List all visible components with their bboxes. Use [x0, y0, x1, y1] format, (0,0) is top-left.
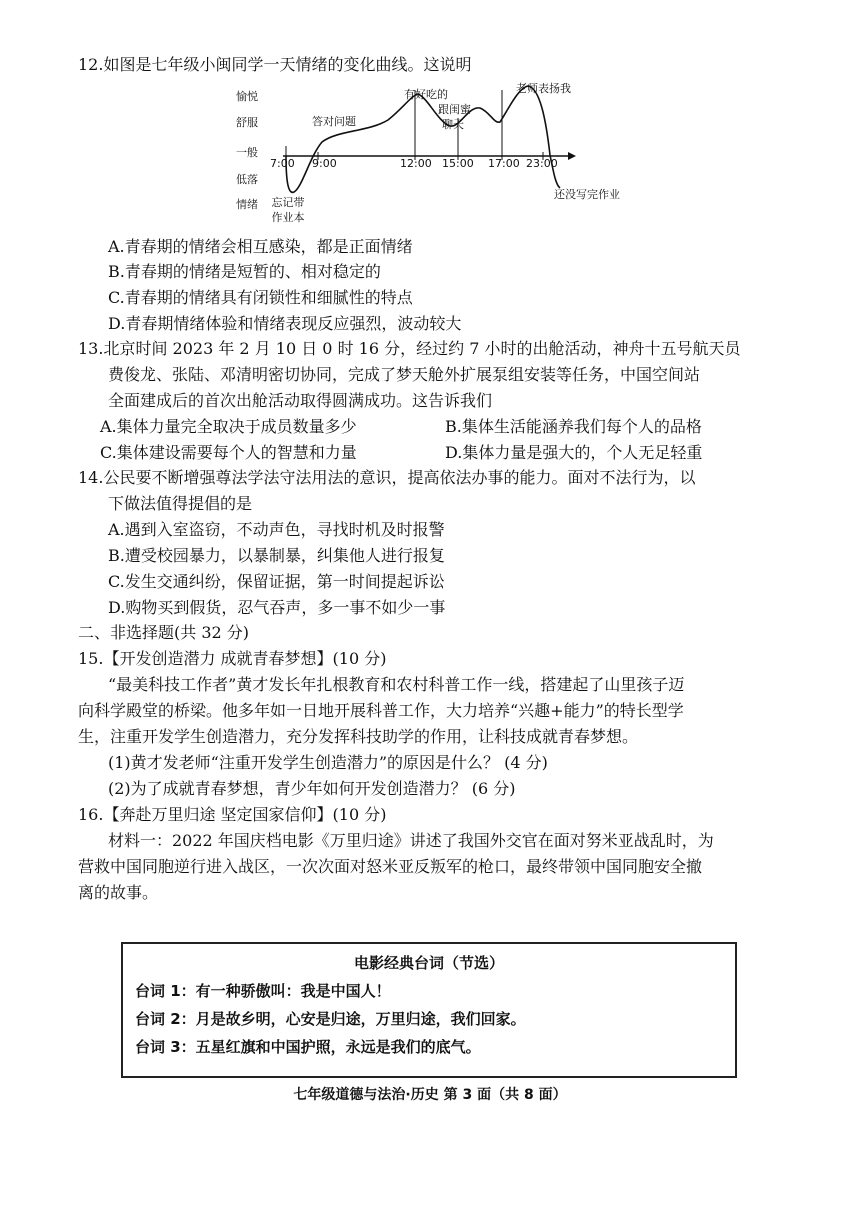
chart-annotation: 答对问题 — [312, 115, 356, 128]
quote-line: 台词 3：五星红旗和中国护照，永远是我们的底气。 — [135, 1038, 481, 1056]
quotes-box-title: 电影经典台词（节选） — [353, 954, 504, 972]
chart-annotation: 有好吃的 — [404, 88, 448, 101]
y-level-label: 愉悦 — [236, 90, 258, 103]
q14-option-d: D.购物买到假货，忍气吞声，多一事不如少一事 — [108, 598, 446, 617]
y-level-label: 情绪 — [236, 198, 258, 211]
chart-annotation: 老师表扬我 — [516, 82, 571, 95]
q15-subquestion: (1)黄才发老师“注重开发学生创造潜力”的原因是什么？ (4 分) — [108, 753, 548, 772]
q13-option-b: B.集体生活能涵养我们每个人的品格 — [445, 417, 702, 436]
x-axis-arrow — [568, 152, 576, 160]
q15-material-line: “最美科技工作者”黄才发长年扎根教育和农村科普工作一线，搭建起了山里孩子迈 — [108, 675, 685, 694]
q14-option-c: C.发生交通纠纷，保留证据，第一时间提起诉讼 — [108, 572, 445, 591]
x-tick-label: 9:00 — [312, 157, 337, 170]
q16-material-line: 营救中国同胞逆行进入战区，一次次面对怒米亚反叛军的枪口，最终带领中国同胞安全撤 — [78, 857, 703, 876]
question-14-line: 14.公民要不断增强尊法学法守法用法的意识，提高依法办事的能力。面对不法行为，以 — [78, 468, 696, 487]
y-level-label: 舒服 — [236, 116, 258, 129]
chart-annotation: 跟闺蜜 — [438, 103, 471, 116]
emotion-curve-chart — [228, 80, 628, 230]
q15-material-line: 生，注重开发学生创造潜力，充分发挥科技助学的作用，让科技成就青春梦想。 — [78, 727, 639, 746]
question-12-stem: 12.如图是七年级小闽同学一天情绪的变化曲线。这说明 — [78, 55, 472, 74]
question-13-line: 费俊龙、张陆、邓清明密切协同，完成了梦天舱外扩展泵组安装等任务，中国空间站 — [108, 365, 701, 384]
y-level-label: 低落 — [236, 173, 258, 186]
y-level-label: 一般 — [236, 146, 258, 159]
q13-option-c: C.集体建设需要每个人的智慧和力量 — [100, 443, 357, 462]
x-tick-label: 15:00 — [442, 157, 474, 170]
chart-annotation: 作业本 — [271, 211, 305, 224]
x-tick-label: 12:00 — [400, 157, 432, 170]
q13-options-row — [100, 416, 790, 438]
x-tick-label: 7:00 — [270, 157, 295, 170]
q16-material-line: 离的故事。 — [78, 883, 159, 902]
q15-subquestion: (2)为了成就青春梦想，青少年如何开发创造潜力？ (6 分) — [108, 779, 516, 798]
q12-option-a: A.青春期的情绪会相互感染，都是正面情绪 — [108, 237, 413, 256]
q12-option-b: B.青春期的情绪是短暂的、相对稳定的 — [108, 262, 381, 281]
q13-options-row — [100, 442, 790, 464]
question-13-line: 13.北京时间 2023 年 2 月 10 日 0 时 16 分，经过约 7 小时的出舱活动，神舟十五号航天员 — [78, 339, 741, 358]
q13-option-a: A.集体力量完全取决于成员数量多少 — [100, 417, 357, 436]
x-tick-label: 23:00 — [526, 157, 558, 170]
q16-material-line: 材料一：2022 年国庆档电影《万里归途》讲述了我国外交官在面对努米亚战乱时，为 — [108, 831, 714, 850]
page-footer: 七年级道德与法治·历史 第 3 面（共 8 面） — [293, 1087, 567, 1103]
chart-annotation: 还没写完作业 — [554, 188, 620, 201]
section-heading: 二、非选择题(共 32 分) — [78, 623, 250, 642]
q13-option-d: D.集体力量是强大的，个人无足轻重 — [445, 443, 703, 462]
question-16-title: 16.【奔赴万里归途 坚定国家信仰】(10 分) — [78, 805, 387, 824]
chart-annotation: 聊天 — [442, 118, 464, 131]
q14-option-b: B.遭受校园暴力，以暴制暴，纠集他人进行报复 — [108, 546, 445, 565]
chart-annotation: 忘记带 — [271, 196, 305, 209]
q14-option-a: A.遇到入室盗窃，不动声色，寻找时机及时报警 — [108, 520, 445, 539]
q12-option-d: D.青春期情绪体验和情绪表现反应强烈，波动较大 — [108, 314, 462, 333]
x-tick-label: 17:00 — [488, 157, 520, 170]
quote-line: 台词 1：有一种骄傲叫：我是中国人！ — [135, 982, 391, 1000]
quote-line: 台词 2：月是故乡明，心安是归途，万里归途，我们回家。 — [135, 1010, 526, 1028]
emotion-curve — [286, 86, 560, 192]
question-13-line: 全面建成后的首次出舱活动取得圆满成功。这告诉我们 — [108, 391, 493, 410]
question-15-title: 15.【开发创造潜力 成就青春梦想】(10 分) — [78, 649, 387, 668]
q12-option-c: C.青春期的情绪具有闭锁性和细腻性的特点 — [108, 288, 413, 307]
question-14-line: 下做法值得提倡的是 — [108, 494, 253, 513]
movie-quotes-box — [121, 942, 737, 1078]
q15-material-line: 向科学殿堂的桥梁。他多年如一日地开展科普工作，大力培养“兴趣+能力”的特长型学 — [78, 701, 684, 720]
